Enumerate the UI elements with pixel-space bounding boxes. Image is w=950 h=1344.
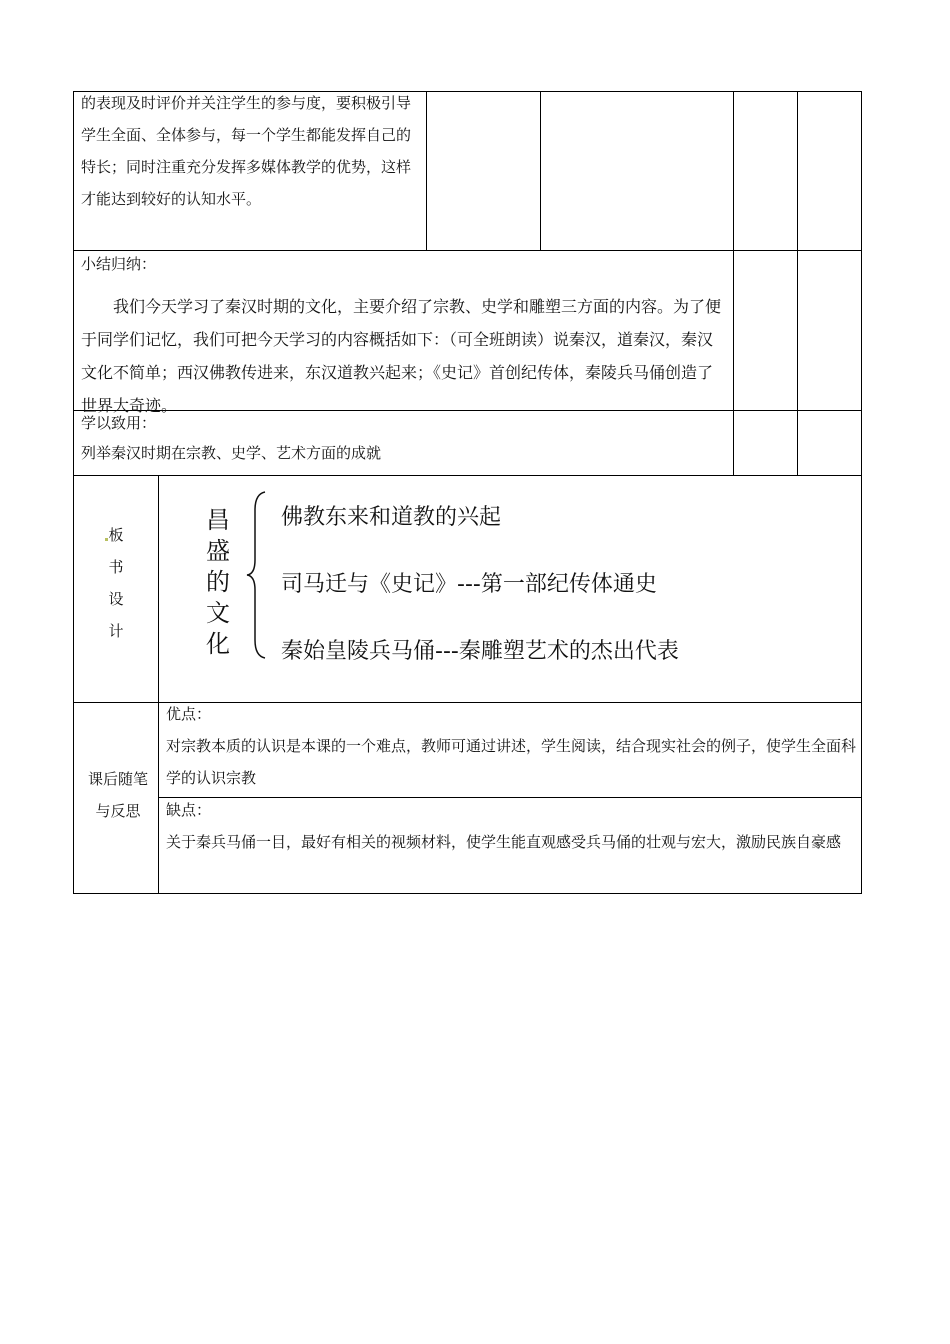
apply-label: 学以致用： <box>81 414 157 432</box>
board-label: 板 书 设 计 <box>108 526 124 640</box>
board-item-1: 佛教东来和道教的兴起 <box>281 505 502 530</box>
pros-label: 优点： <box>166 705 212 723</box>
summary-body: 我们今天学习了秦汉时期的文化，主要介绍了宗教、史学和雕塑三方面的内容。为了便于同学们记忆，我们可把今天学习的内容概括如下：（可全班朗读）说秦汉，道秦汉，秦汉文化不简单；西汉佛教传进来，东汉道教兴起来；《史记》首创纪传体，秦陵兵马俑创造了世界大奇迹。 <box>81 297 722 415</box>
brace-icon <box>245 490 269 660</box>
bullet-dot <box>105 538 108 541</box>
board-item-2: 司马迁与《史记》---第一部纪传体通史 <box>281 572 657 597</box>
summary-label: 小结归纳： <box>81 255 157 273</box>
pros-body: 对宗教本质的认识是本课的一个难点，教师可通过讲述，学生阅读，结合现实社会的例子，使学生全面科学的认识宗教 <box>166 737 857 787</box>
reflection-label: 课后随笔 与反思 <box>87 770 148 820</box>
board-title: 昌 盛 的 文 化 <box>206 506 230 658</box>
cons-label: 缺点： <box>166 801 212 819</box>
board-item-3: 秦始皇陵兵马俑---秦雕塑艺术的杰出代表 <box>281 639 679 664</box>
teaching-note-text: 的表现及时评价并关注学生的参与度，要积极引导学生全面、全体参与，每一个学生都能发挥自己的特长；同时注重充分发挥多媒体教学的优势，这样才能达到较好的认知水平。 <box>81 94 412 208</box>
cons-body: 关于秦兵马俑一目，最好有相关的视频材料，使学生能直观感受兵马俑的壮观与宏大，激励民族自豪感 <box>166 833 842 851</box>
apply-body: 列举秦汉时期在宗教、史学、艺术方面的成就 <box>81 444 382 462</box>
